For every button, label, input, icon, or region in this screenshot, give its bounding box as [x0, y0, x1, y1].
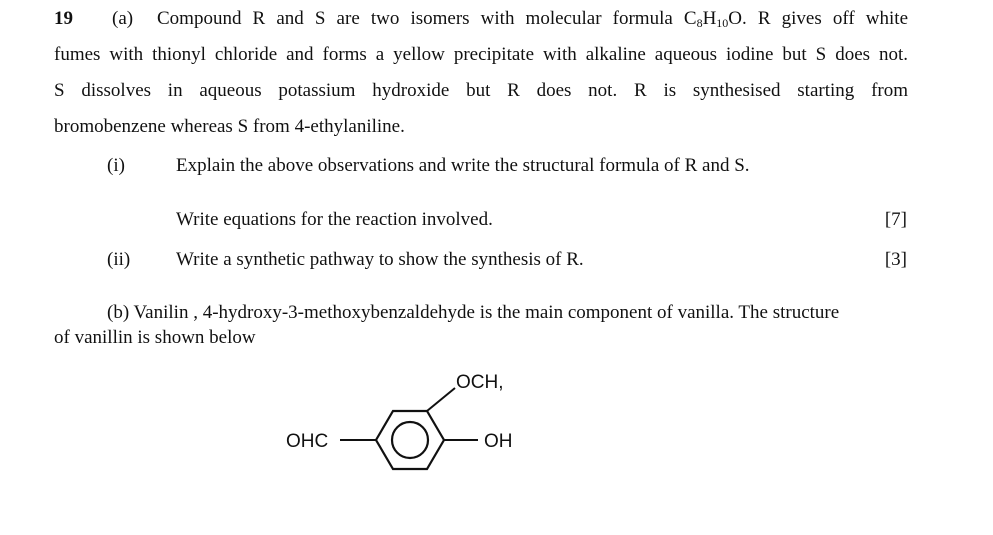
sub-ii-text: Write a synthetic pathway to show the synthesis of R. [176, 249, 584, 270]
question-number: 19 [54, 8, 73, 29]
group-top-label: OCH, [456, 372, 504, 393]
formula-sub-10: 10 [716, 16, 729, 30]
part-a-label: (a) [112, 8, 134, 29]
benzene-ring [376, 411, 444, 469]
sub-ii-label: (ii) [107, 249, 131, 270]
sub-i-text-2: Write equations for the reaction involved. [176, 209, 493, 230]
sub-i-text-1: Explain the above observations and write the structural formula of R and S. [176, 155, 750, 176]
formula-h: H [702, 8, 717, 29]
part-b-line-2: of vanillin is shown below [54, 327, 256, 348]
part-a-line-1 [157, 8, 908, 30]
aromatic-circle [392, 422, 428, 458]
part-a-line-3: S dissolves in aqueous potassium hydroxide but R does not. R is synthesised starting from [54, 80, 908, 101]
part-a-line-4: bromobenzene whereas S from 4-ethylaniline. [54, 116, 405, 137]
sub-i-marks: [7] [884, 209, 907, 230]
line1-post: O. R gives off white [728, 8, 908, 29]
formula-sub-8: 8 [696, 16, 703, 30]
sub-i-label: (i) [107, 155, 125, 176]
group-right-label: OH [484, 431, 513, 452]
part-a-line-2: fumes with thionyl chloride and forms a yellow precipitate with alkaline aqueous iodine but S does not. [54, 44, 908, 65]
line1-pre: Compound R and S are two isomers with molecular formula C [157, 8, 697, 29]
part-b-line-1: (b) Vanilin , 4-hydroxy-3-methoxybenzaldehyde is the main component of vanilla. The structure [107, 302, 840, 323]
vanillin-structure [280, 360, 540, 490]
bond-top [427, 388, 455, 411]
group-left-label: OHC [286, 431, 329, 452]
sub-ii-marks: [3] [884, 249, 907, 270]
